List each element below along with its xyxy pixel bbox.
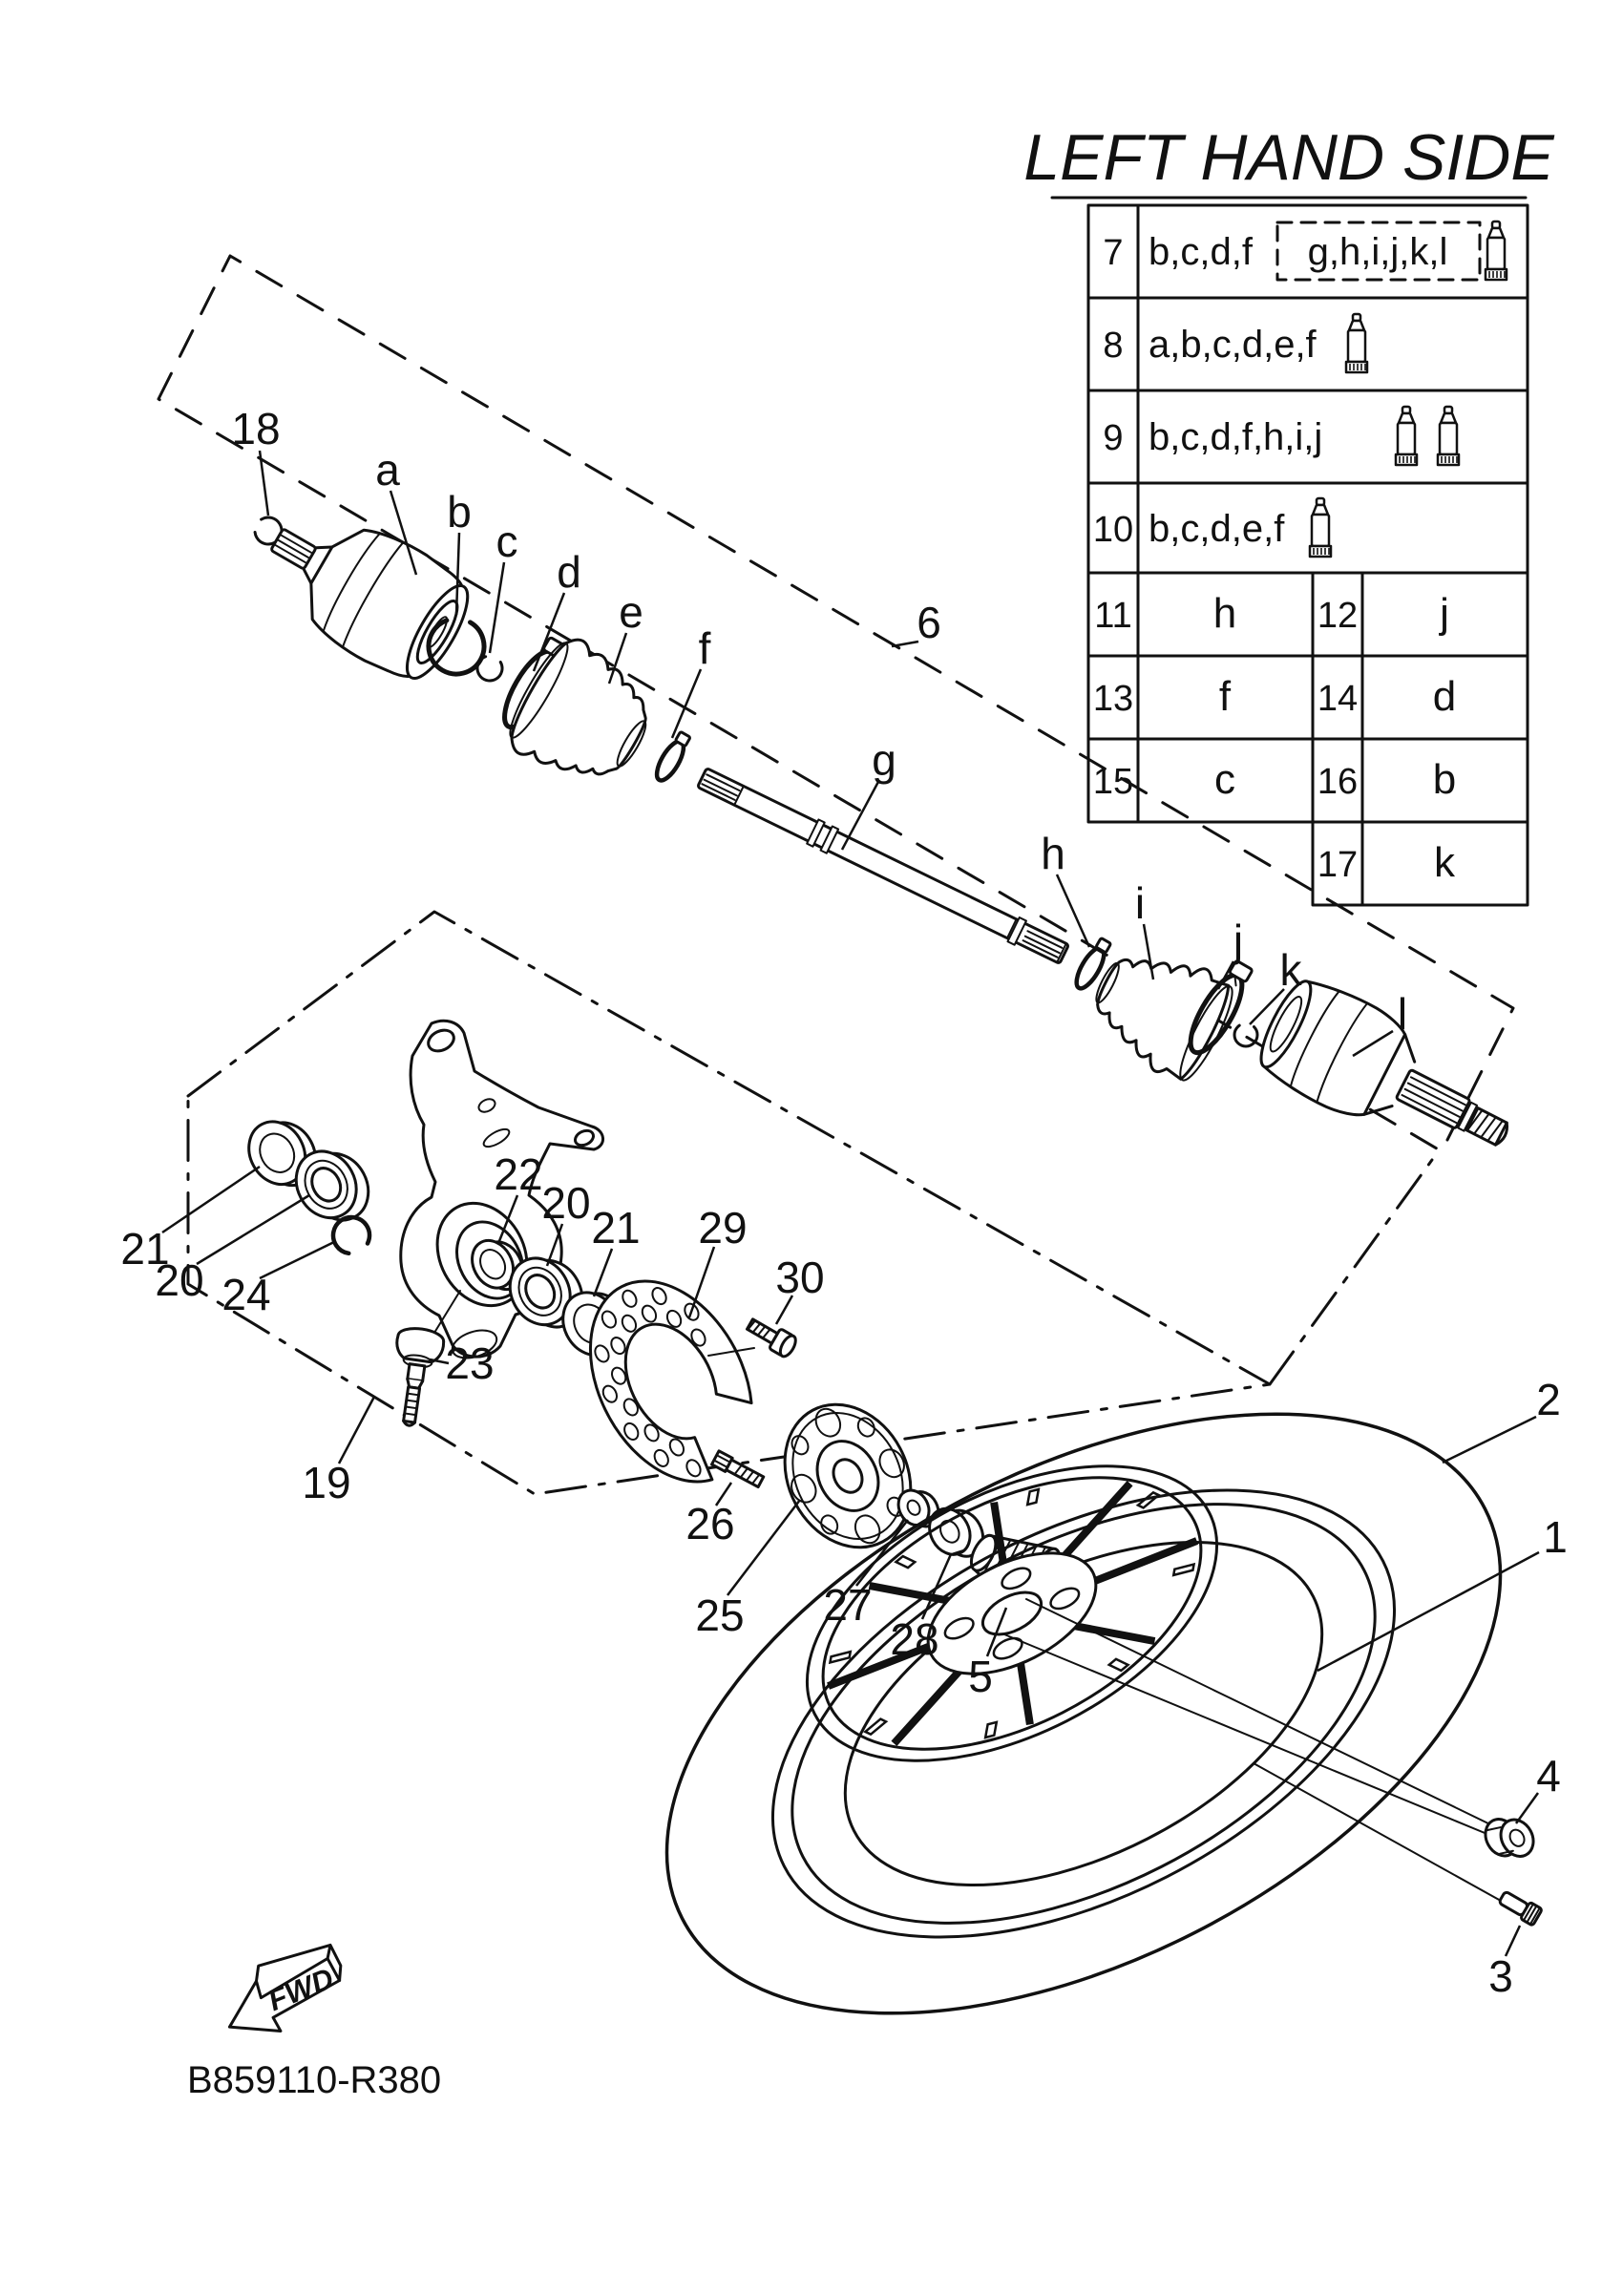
table-cell-9: 9 <box>1103 418 1124 458</box>
table-cell-17-part: k <box>1434 839 1455 886</box>
table-cell-13: 13 <box>1092 679 1134 719</box>
callout-5: 5 <box>968 1652 993 1701</box>
callout-20a: 20 <box>155 1255 204 1305</box>
leader-line-20a <box>197 1195 309 1264</box>
reference-table <box>1088 205 1528 905</box>
leader-line-6 <box>892 642 918 646</box>
table-cell-13-part: f <box>1218 673 1232 720</box>
callout-h: h <box>1041 829 1065 878</box>
grease-tube-icon <box>1396 407 1417 465</box>
title-text: LEFT HAND SIDE <box>1023 121 1554 194</box>
leader-line-21b <box>594 1249 612 1296</box>
callout-20b: 20 <box>541 1178 591 1228</box>
callout-25: 25 <box>695 1590 745 1640</box>
leader-line-c <box>490 562 504 653</box>
callout-d: d <box>557 547 581 597</box>
fwd-label: FWD <box>263 1961 339 2018</box>
leader-line-2 <box>1443 1417 1536 1463</box>
callout-j: j <box>1233 916 1244 965</box>
fwd-arrow <box>212 1937 354 2048</box>
table-cell-7: 7 <box>1103 233 1124 273</box>
table-cell-14-part: d <box>1432 673 1457 720</box>
clip-c <box>473 651 507 685</box>
callout-k: k <box>1279 945 1302 995</box>
leader-line-h <box>1057 874 1089 947</box>
inner-cv-joint-l <box>1249 969 1530 1186</box>
table-cell-9-parts: b,c,d,f,h,i,j <box>1149 416 1323 458</box>
table-cell-7-boxed-parts: g,h,i,j,k,l <box>1307 231 1448 273</box>
callout-18: 18 <box>231 404 281 453</box>
grease-tube-icon <box>1346 314 1367 372</box>
wheel-hub-25 <box>761 1382 936 1569</box>
leader-line-25 <box>727 1500 800 1595</box>
table-cell-12-part: j <box>1440 590 1449 637</box>
callout-c: c <box>495 516 518 566</box>
callout-29: 29 <box>698 1203 748 1253</box>
callout-30: 30 <box>775 1253 825 1302</box>
table-cell-16-part: b <box>1432 756 1457 803</box>
page-title <box>1023 121 1554 198</box>
callout-6: 6 <box>917 598 941 647</box>
table-cell-14: 14 <box>1317 679 1359 719</box>
table-cell-8: 8 <box>1103 326 1124 366</box>
tire-2 <box>571 1291 1597 2138</box>
callout-i: i <box>1134 878 1146 928</box>
table-cell-15: 15 <box>1092 762 1134 802</box>
table-cell-11: 11 <box>1094 596 1132 636</box>
callout-24: 24 <box>221 1270 271 1319</box>
grease-tube-icon <box>1310 498 1331 557</box>
axle-shaft-g <box>696 766 1070 966</box>
callout-27: 27 <box>823 1580 873 1630</box>
table-cell-7-parts: b,c,d,f <box>1149 231 1253 273</box>
leader-line-19 <box>339 1397 374 1464</box>
callout-2: 2 <box>1536 1375 1561 1424</box>
callout-26: 26 <box>685 1499 735 1548</box>
leader-line-24 <box>260 1241 336 1278</box>
leader-line-4 <box>1516 1793 1538 1823</box>
callout-1: 1 <box>1543 1512 1568 1562</box>
callout-g: g <box>872 735 896 785</box>
callout-22: 22 <box>494 1149 543 1199</box>
table-cell-10-parts: b,c,d,e,f <box>1149 508 1285 550</box>
table-cell-12: 12 <box>1317 596 1359 636</box>
table-cell-17: 17 <box>1317 845 1359 885</box>
callout-21a: 21 <box>120 1224 170 1274</box>
callout-f: f <box>698 623 711 673</box>
leader-line-21a <box>162 1167 260 1232</box>
callout-28: 28 <box>890 1614 939 1664</box>
callout-e: e <box>619 587 643 637</box>
document-code: B859110-R380 <box>187 2059 442 2101</box>
knuckle-assembly-boundary <box>188 912 1437 1494</box>
callout-21b: 21 <box>591 1203 641 1253</box>
ball-joint-23 <box>386 1326 446 1429</box>
cv-boot-e <box>497 629 669 803</box>
table-cell-8-parts: a,b,c,d,e,f <box>1149 324 1317 366</box>
table-cell-15-part: c <box>1214 756 1235 803</box>
table-cell-10: 10 <box>1092 510 1134 550</box>
callout-23: 23 <box>445 1338 495 1388</box>
callout-l: l <box>1397 989 1408 1039</box>
leader-line-1 <box>1317 1552 1539 1671</box>
callout-a: a <box>375 445 400 495</box>
grease-tube-icon <box>1486 221 1507 280</box>
table-cell-16: 16 <box>1317 762 1359 802</box>
grease-tube-icon <box>1438 407 1459 465</box>
callout-b: b <box>447 487 472 537</box>
clip-k <box>1230 1019 1262 1051</box>
lug-nut-4 <box>1004 1599 1540 1868</box>
callout-4: 4 <box>1536 1751 1561 1801</box>
callout-19: 19 <box>302 1458 351 1507</box>
callout-3: 3 <box>1488 1951 1513 2001</box>
table-cell-11-part: h <box>1212 590 1237 637</box>
leader-line-g <box>842 780 879 850</box>
boot-band-f <box>652 730 693 785</box>
wheel-stud-26 <box>712 1451 765 1488</box>
